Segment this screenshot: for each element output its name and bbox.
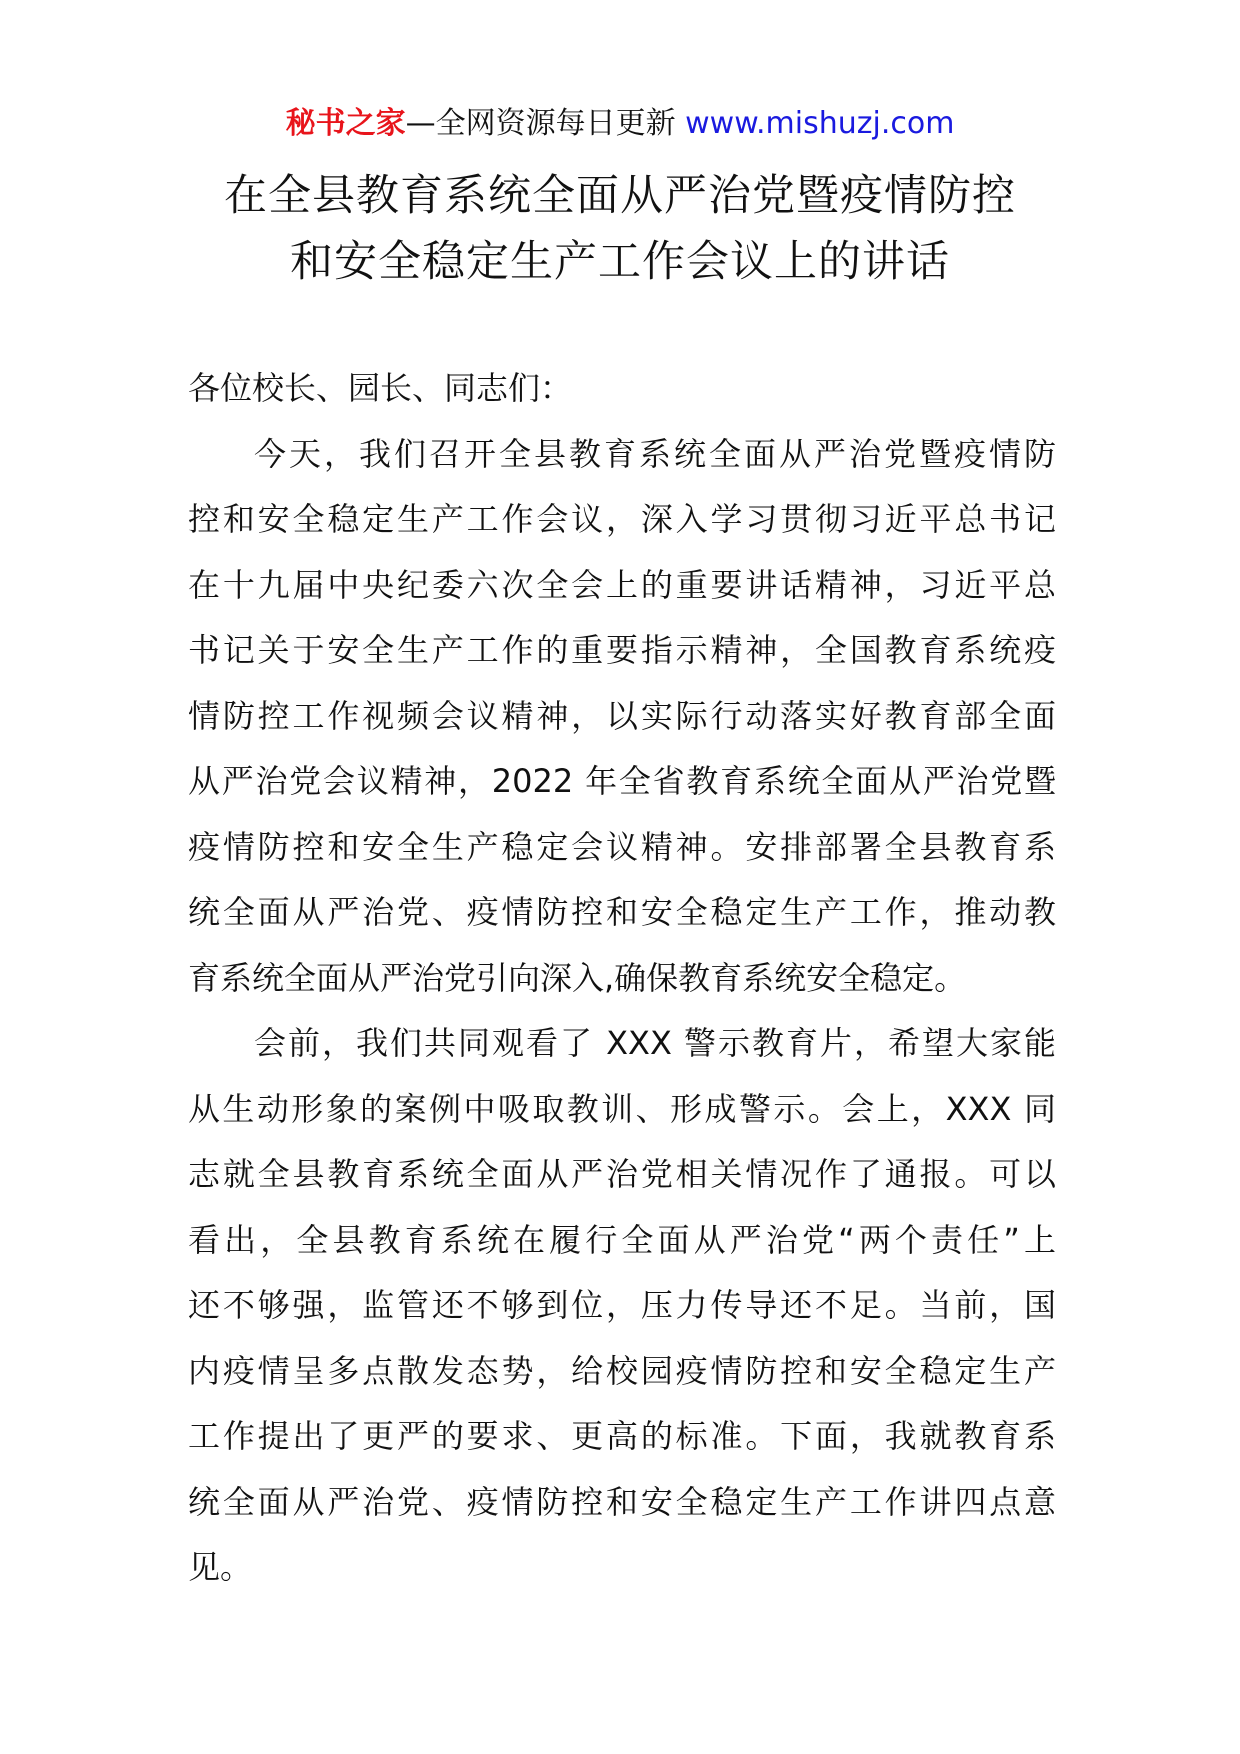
paragraph-line: 今天，我们召开全县教育系统全面从严治党暨疫情防 [254, 434, 1056, 473]
paragraph-line: 还不够强，监管还不够到位，压力传导还不足。当前，国 [188, 1286, 1056, 1324]
brand-name: 秘书之家 [285, 106, 406, 141]
title-line-2: 和安全稳定生产工作会议上的讲话 [290, 237, 950, 287]
paragraph-line: 统全面从严治党、疫情防控和安全稳定生产工作，推动教 [188, 893, 1056, 931]
paragraph-line: 疫情防控和安全生产稳定会议精神。安排部署全县教育系 [188, 827, 1056, 866]
site-url-link[interactable]: www.mishuzj.com [685, 106, 955, 141]
paragraph-line: 控和安全稳定生产工作会议，深入学习贯彻习近平总书记 [188, 500, 1056, 538]
paragraph-line: 志就全县教育系统全面从严治党相关情况作了通报。可以 [188, 1155, 1056, 1193]
paragraph-line: 情防控工作视频会议精神，以实际行动落实好教育部全面 [188, 696, 1056, 735]
document-body [188, 356, 1056, 1601]
paragraph-line: 内疫情呈多点散发态势，给校园疫情防控和安全稳定生产 [188, 1351, 1056, 1390]
paragraph-line: 统全面从严治党、疫情防控和安全稳定生产工作讲四点意 [188, 1482, 1056, 1521]
paragraph-line: 看出，全县教育系统在履行全面从严治党“两个责任”上 [188, 1220, 1056, 1259]
site-header [0, 102, 1240, 146]
paragraph-line: 见。 [188, 1548, 253, 1586]
title-line-1: 在全县教育系统全面从严治党暨疫情防控 [224, 171, 1016, 221]
salutation: 各位校长、园长、同志们： [188, 369, 573, 407]
paragraph-line: 工作提出了更严的要求、更高的标准。下面，我就教育系 [188, 1417, 1056, 1455]
paragraph-1 [188, 422, 1056, 1012]
paragraph-line: 从严治党会议精神，2022 年全省教育系统全面从严治党暨 [188, 762, 1056, 800]
paragraph-line: 从生动形象的案例中吸取教训、形成警示。会上，XXX 同 [188, 1089, 1056, 1128]
paragraph-line: 育系统全面从严治党引向深入,确保教育系统安全稳定。 [188, 958, 967, 997]
paragraph-2 [188, 1011, 1056, 1601]
paragraph-line: 书记关于安全生产工作的重要指示精神，全国教育系统疫 [188, 631, 1056, 669]
header-tagline: —全网资源每日更新 [405, 106, 676, 141]
paragraph-line: 会前，我们共同观看了 XXX 警示教育片，希望大家能 [254, 1024, 1056, 1062]
document-title [0, 163, 1240, 295]
paragraph-line: 在十九届中央纪委六次全会上的重要讲话精神，习近平总 [188, 565, 1056, 604]
